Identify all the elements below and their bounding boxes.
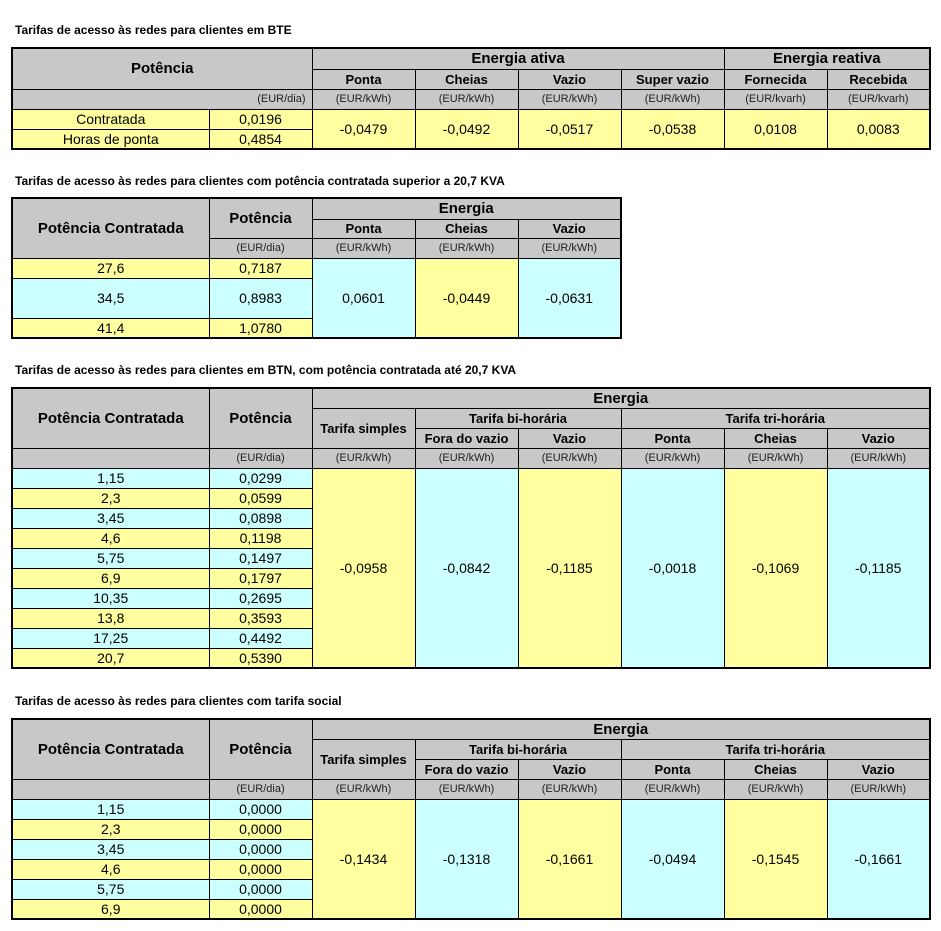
value-cell: -0,0018 [621, 468, 724, 668]
col-cheias: Cheias [415, 219, 518, 238]
col-vazio: Vazio [518, 69, 621, 89]
potencia-cell: 0,4492 [209, 628, 312, 648]
row-value: 0,4854 [209, 129, 312, 149]
value-cell: -0,1069 [724, 468, 827, 668]
potencia-cell: 0,0898 [209, 508, 312, 528]
potencia-cell: 0,0000 [209, 899, 312, 919]
col-ponta: Ponta [312, 219, 415, 238]
potencia-cell: 0,1497 [209, 548, 312, 568]
potencia-cell: 0,2695 [209, 588, 312, 608]
col-cheias: Cheias [415, 69, 518, 89]
col-fora-do-vazio: Fora do vazio [415, 428, 518, 448]
unit-cell: (EUR/kWh) [827, 448, 930, 468]
col-vazio: Vazio [827, 428, 930, 448]
tarifa-bi-horaria-header: Tarifa bi-horária [415, 408, 621, 428]
pc-cell: 13,8 [12, 608, 209, 628]
col-vazio: Vazio [518, 219, 621, 238]
unit-cell: (EUR/kWh) [518, 448, 621, 468]
unit-cell: (EUR/kWh) [312, 448, 415, 468]
potencia-header: Potência [209, 198, 312, 238]
potencia-cell: 1,0780 [209, 318, 312, 338]
unit-potencia: (EUR/dia) [209, 779, 312, 799]
potencia-cell: 0,0599 [209, 488, 312, 508]
unit-cell: (EUR/kWh) [415, 238, 518, 258]
pc-cell: 17,25 [12, 628, 209, 648]
bte-table [11, 47, 931, 150]
value-cell: -0,0631 [518, 258, 621, 338]
energia-header: Energia [312, 388, 930, 408]
col-cheias: Cheias [724, 428, 827, 448]
unit-cell: (EUR/kWh) [415, 779, 518, 799]
value-cell: -0,0492 [415, 109, 518, 149]
col-ponta: Ponta [621, 759, 724, 779]
tarifa-tri-horaria-header: Tarifa tri-horária [621, 739, 930, 759]
value-cell: -0,1661 [827, 799, 930, 919]
pc-superior-table-title: Tarifas de acesso às redes para clientes com potência contratada superior a 20,7 KVA [15, 174, 505, 188]
unit-potencia: (EUR/dia) [209, 238, 312, 258]
unit-cell: (EUR/kWh) [518, 89, 621, 109]
tarifa-social-table-title: Tarifas de acesso às redes para clientes com tarifa social [15, 694, 342, 708]
potencia-header: Potência [209, 388, 312, 448]
tarifa-simples-header: Tarifa simples [312, 739, 415, 779]
pc-cell: 34,5 [12, 278, 209, 318]
col-recebida: Recebida [827, 69, 930, 89]
value-cell: 0,0083 [827, 109, 930, 149]
unit-cell: (EUR/kWh) [621, 448, 724, 468]
value-cell: 0,0108 [724, 109, 827, 149]
value-cell: -0,1434 [312, 799, 415, 919]
potencia-cell: 0,0000 [209, 799, 312, 819]
pc-cell: 1,15 [12, 468, 209, 488]
unit-cell: (EUR/kWh) [621, 779, 724, 799]
unit-cell: (EUR/kvarh) [827, 89, 930, 109]
value-cell: -0,0479 [312, 109, 415, 149]
pc-superior-table [11, 197, 622, 339]
value-cell: -0,1545 [724, 799, 827, 919]
energia-reativa-header: Energia reativa [724, 48, 930, 69]
col-super-vazio: Super vazio [621, 69, 724, 89]
unit-potencia: (EUR/dia) [209, 89, 312, 109]
unit-cell: (EUR/kvarh) [724, 89, 827, 109]
pc-cell: 5,75 [12, 548, 209, 568]
pc-header: Potência Contratada [12, 388, 209, 448]
potencia-cell: 0,0000 [209, 859, 312, 879]
pc-cell: 2,3 [12, 819, 209, 839]
pc-cell: 41,4 [12, 318, 209, 338]
col-fornecida: Fornecida [724, 69, 827, 89]
row-label: Horas de ponta [12, 129, 209, 149]
bte-table-title: Tarifas de acesso às redes para clientes em BTE [15, 23, 292, 37]
pc-header: Potência Contratada [12, 719, 209, 779]
row-value: 0,0196 [209, 109, 312, 129]
potencia-cell: 0,5390 [209, 648, 312, 668]
unit-cell: (EUR/kWh) [312, 779, 415, 799]
potencia-cell: 0,0000 [209, 879, 312, 899]
potencia-cell: 0,0000 [209, 839, 312, 859]
value-cell: -0,0538 [621, 109, 724, 149]
tarifa-tri-horaria-header: Tarifa tri-horária [621, 408, 930, 428]
unit-cell: (EUR/kWh) [312, 89, 415, 109]
energia-ativa-header: Energia ativa [312, 48, 724, 69]
value-cell: -0,0449 [415, 258, 518, 338]
value-cell: -0,0842 [415, 468, 518, 668]
row-label: Contratada [12, 109, 209, 129]
value-cell: -0,1185 [827, 468, 930, 668]
pc-cell: 6,9 [12, 568, 209, 588]
pc-cell: 27,6 [12, 258, 209, 278]
unit-cell: (EUR/kWh) [415, 89, 518, 109]
col-vazio: Vazio [827, 759, 930, 779]
potencia-cell: 0,8983 [209, 278, 312, 318]
pc-cell: 20,7 [12, 648, 209, 668]
energia-header: Energia [312, 198, 621, 219]
potencia-cell: 0,0299 [209, 468, 312, 488]
unit-cell: (EUR/kWh) [415, 448, 518, 468]
pc-cell: 4,6 [12, 859, 209, 879]
tarifa-simples-header: Tarifa simples [312, 408, 415, 448]
col-cheias: Cheias [724, 759, 827, 779]
value-cell: -0,0517 [518, 109, 621, 149]
potencia-header: Potência [209, 719, 312, 779]
value-cell: -0,0494 [621, 799, 724, 919]
unit-cell: (EUR/kWh) [312, 238, 415, 258]
energia-header: Energia [312, 719, 930, 739]
value-cell: -0,1185 [518, 468, 621, 668]
value-cell: -0,1661 [518, 799, 621, 919]
tarifa-bi-horaria-header: Tarifa bi-horária [415, 739, 621, 759]
value-cell: 0,0601 [312, 258, 415, 338]
pc-cell: 5,75 [12, 879, 209, 899]
btn-table-title: Tarifas de acesso às redes para clientes em BTN, com potência contratada até 20,7 KVA [15, 363, 517, 377]
pc-cell: 1,15 [12, 799, 209, 819]
unit-cell: (EUR/kWh) [827, 779, 930, 799]
pc-cell: 3,45 [12, 839, 209, 859]
unit-cell: (EUR/kWh) [518, 238, 621, 258]
potencia-cell: 0,1198 [209, 528, 312, 548]
col-fora-do-vazio: Fora do vazio [415, 759, 518, 779]
unit-cell: (EUR/kWh) [621, 89, 724, 109]
potencia-header: Potência [12, 48, 312, 89]
col-ponta: Ponta [312, 69, 415, 89]
pc-cell: 4,6 [12, 528, 209, 548]
pc-cell: 10,35 [12, 588, 209, 608]
pc-cell: 6,9 [12, 899, 209, 919]
unit-potencia: (EUR/dia) [209, 448, 312, 468]
pc-header: Potência Contratada [12, 198, 209, 258]
col-vazio: Vazio [518, 759, 621, 779]
potencia-cell: 0,7187 [209, 258, 312, 278]
potencia-cell: 0,0000 [209, 819, 312, 839]
tarifa-social-table [11, 718, 931, 920]
col-ponta: Ponta [621, 428, 724, 448]
value-cell: -0,1318 [415, 799, 518, 919]
btn-table [11, 387, 931, 669]
potencia-cell: 0,1797 [209, 568, 312, 588]
unit-cell: (EUR/kWh) [518, 779, 621, 799]
value-cell: -0,0958 [312, 468, 415, 668]
potencia-cell: 0,3593 [209, 608, 312, 628]
pc-cell: 2,3 [12, 488, 209, 508]
unit-cell: (EUR/kWh) [724, 779, 827, 799]
unit-cell: (EUR/kWh) [724, 448, 827, 468]
col-vazio: Vazio [518, 428, 621, 448]
pc-cell: 3,45 [12, 508, 209, 528]
